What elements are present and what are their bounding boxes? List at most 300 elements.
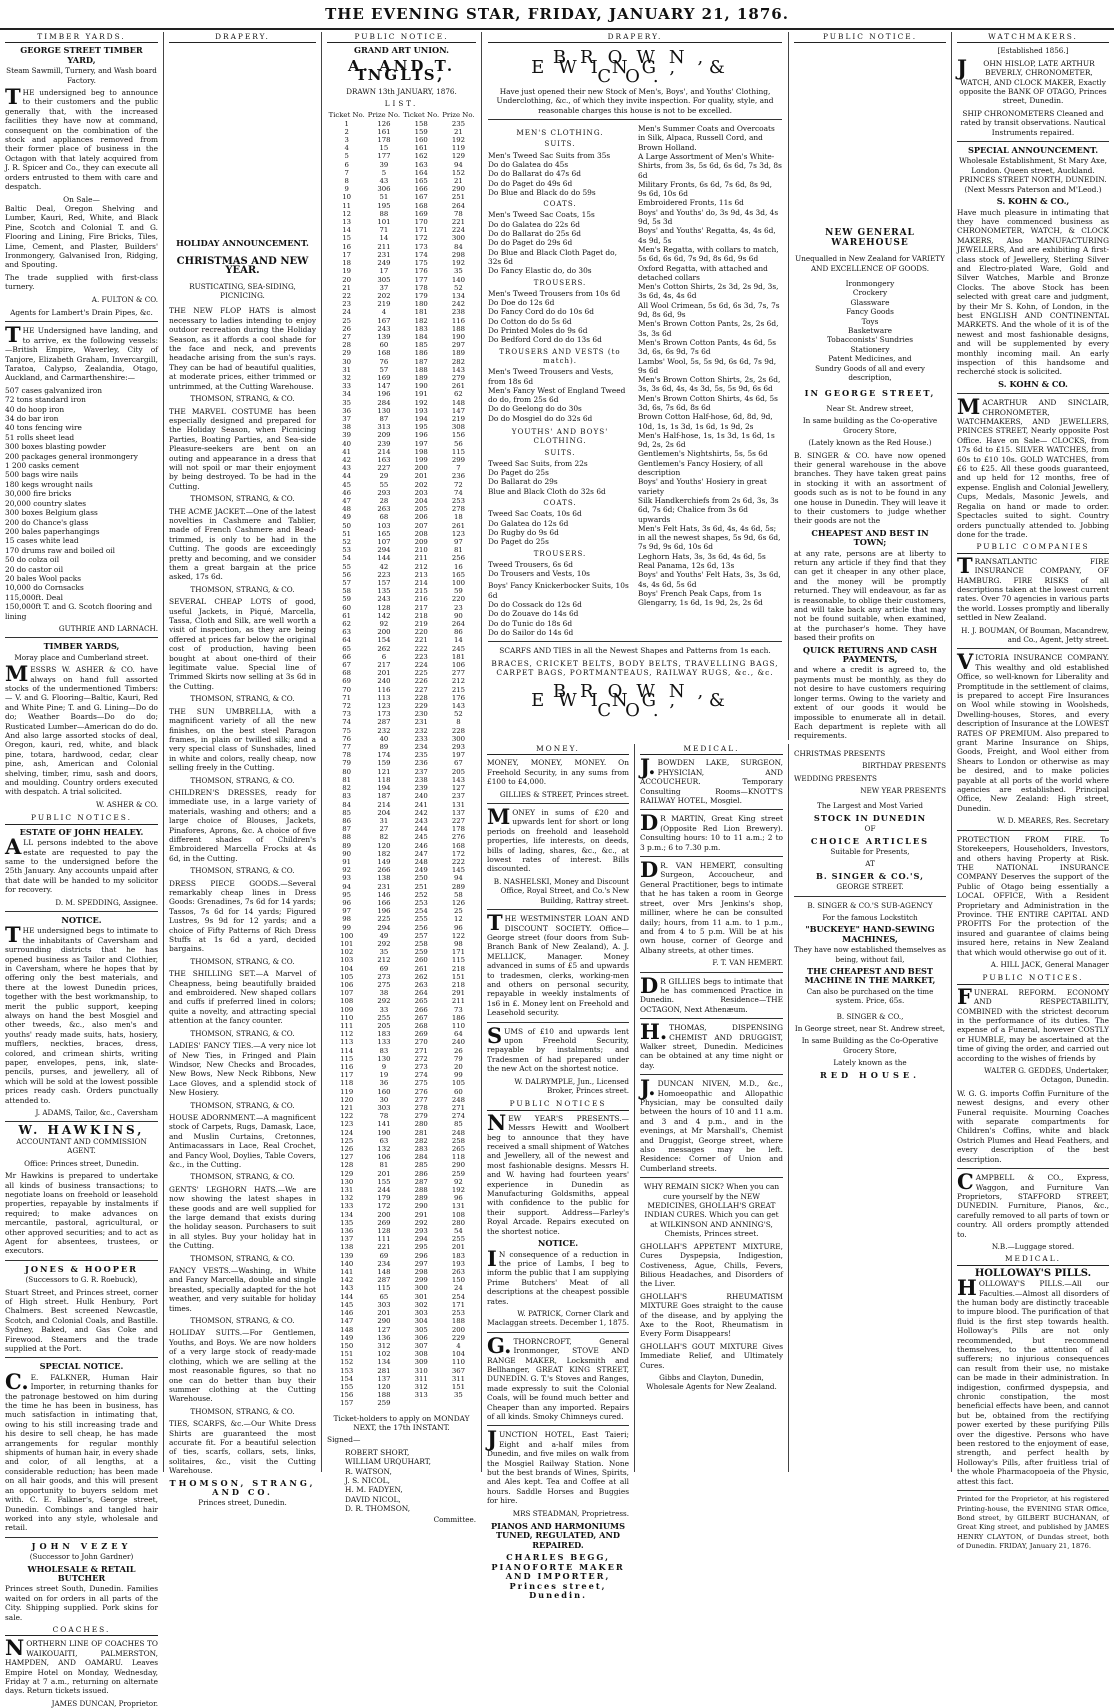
table-cell: 21 — [454, 177, 463, 186]
table-cell: 162 — [414, 152, 428, 161]
table-cell: 305 — [377, 275, 391, 284]
table-row — [327, 956, 476, 964]
table-cell: 55 — [379, 480, 389, 489]
table-cell: 251 — [414, 882, 428, 891]
table-cell: 82 — [379, 833, 389, 842]
list-item: Do Rugby do 9s 6d — [488, 527, 559, 537]
committee-member: WILLIAM URQUHART, — [345, 1457, 431, 1467]
table-cell: 61 — [342, 611, 352, 620]
table-row — [327, 218, 476, 226]
table-cell: 290 — [451, 1161, 465, 1170]
table-cell: 9 — [381, 1063, 387, 1071]
table-cell: 84 — [454, 242, 463, 251]
table-cell: 184 — [414, 332, 428, 341]
table-cell: 182 — [377, 849, 391, 858]
ad-signature: B. NASHELSKI, Money and Discount Office, Royal Street, and Co.'s New Building, Rattray street. — [493, 876, 629, 905]
table-cell: 103 — [340, 956, 354, 965]
list-item: Do do Sailor do 14s 6d — [488, 627, 574, 637]
ad-subtitle: Moray place and Cumberland street. — [14, 652, 149, 662]
table-cell: 51 — [342, 529, 352, 538]
list-item: Boys' and Youths' do, 3s 9d, 4s 3d, 4s 9d, 5s 3d — [638, 207, 779, 227]
warehouse-line: STOCK IN DUNEDIN — [813, 812, 927, 823]
list-heading: LIST. — [384, 99, 419, 109]
trousers-heading: TROUSERS. — [533, 278, 587, 287]
table-cell: 126 — [340, 1145, 354, 1154]
table-cell: 92 — [379, 620, 389, 629]
table-cell: 187 — [377, 792, 391, 801]
list-item: Do Trousers and Vests, 10s — [488, 569, 590, 579]
clothing-left — [488, 124, 632, 637]
divider — [5, 637, 158, 638]
table-row — [327, 604, 476, 612]
warehouse-line: IN GEORGE STREET, — [804, 387, 936, 398]
table-cell — [401, 1399, 440, 1407]
table-cell: 212 — [414, 562, 428, 571]
table-cell: 99 — [342, 923, 352, 932]
table-cell: 117 — [340, 1071, 354, 1080]
table-row — [327, 915, 476, 923]
table-cell: 169 — [414, 209, 428, 218]
ad-subtitle: Steam Sawmill, Turnery, and Wash board Factory. — [6, 66, 157, 85]
table-cell: 306 — [414, 1333, 428, 1342]
presents: CHRISTMAS PRESENTS — [794, 748, 886, 758]
warehouse-line: Sundry Goods of all and every description, — [815, 363, 925, 383]
table-cell: 190 — [414, 382, 428, 391]
list-item: 300 boxes Belgium glass — [5, 508, 98, 518]
table-cell: 287 — [377, 1276, 391, 1285]
table-cell: 185 — [414, 341, 428, 350]
table-cell: 174 — [414, 250, 428, 259]
table-cell: 115 — [340, 1054, 354, 1063]
ad-body: GHOLLAH'S RHEUMATISM MIXTURE Goes straight to the cause of the disease, and by applying the Axe to the Root, Rheumatism in Every Form Disappears! — [640, 1291, 783, 1339]
table-cell: 221 — [414, 636, 428, 645]
table-cell: 147 — [451, 406, 465, 415]
table-cell: 128 — [340, 1161, 354, 1170]
ad-body: GHOLLAH'S APPETENT MIXTURE, Cures Dyspepsia, Indigestion, Costiveness, Ague, Chills, Fevers, Bilious Headaches, and Disorders of the Liver. — [640, 1241, 783, 1289]
table-cell: 156 — [451, 431, 465, 440]
table-cell: 293 — [377, 488, 391, 497]
table-cell: 269 — [414, 1030, 428, 1039]
table-cell: 6 — [344, 160, 349, 169]
table-cell: 10 — [342, 193, 352, 202]
table-cell: 249 — [414, 866, 428, 875]
firm-name: BROWN, EWING, & CO. — [531, 681, 739, 721]
table-cell: 200 — [377, 1210, 391, 1219]
table-cell: 178 — [377, 136, 391, 145]
divider — [5, 321, 158, 322]
list-item: Real Panama, 12s 6d, 13s — [638, 561, 735, 571]
table-cell: 144 — [377, 554, 391, 563]
table-cell: 233 — [414, 734, 428, 743]
table-row — [327, 1129, 476, 1137]
list-item: Blue and Black Cloth do 32s 6d — [488, 486, 606, 496]
ad-signature: F. T. VAN HEMERT. — [712, 958, 783, 968]
table-cell: 228 — [451, 726, 465, 735]
table-cell: 29 — [342, 349, 352, 358]
table-cell: 292 — [414, 1218, 428, 1227]
table-row — [327, 382, 476, 390]
table-cell: 78 — [342, 751, 352, 760]
section-header: PUBLIC NOTICES. — [5, 813, 158, 824]
table-row — [327, 735, 476, 743]
table-cell: 160 — [377, 1087, 391, 1096]
table-cell: 143 — [451, 775, 465, 784]
table-cell: 38 — [342, 423, 352, 432]
table-cell: 172 — [451, 849, 465, 858]
table-cell: 248 — [451, 1128, 465, 1137]
table-cell: 59 — [342, 595, 352, 604]
table-cell: 235 — [414, 751, 428, 760]
table-cell: 161 — [377, 127, 391, 136]
table-cell: 133 — [340, 1202, 354, 1211]
table-cell: 217 — [414, 603, 428, 612]
table-row — [327, 1260, 476, 1268]
table-cell: 263 — [451, 1268, 465, 1277]
table-cell: 103 — [377, 521, 391, 530]
table-cell: 225 — [377, 915, 391, 924]
list-item: Glassware — [850, 297, 890, 307]
list-item: Men's Brown Cotton Pants, 2s, 2s 6d, 3s, 3s 6d — [638, 319, 779, 338]
table-cell: 140 — [451, 275, 465, 284]
table-cell: 290 — [451, 185, 465, 194]
table-row — [327, 251, 476, 259]
table-cell: 120 — [377, 1382, 391, 1391]
table-cell: 57 — [342, 579, 352, 588]
table-cell: 190 — [377, 1128, 391, 1137]
table-row — [327, 489, 476, 497]
table-cell: 145 — [340, 1300, 354, 1309]
committee-member: J. S. NICOL, — [345, 1475, 390, 1485]
section-header: DRAPERY. — [488, 32, 782, 43]
table-cell: 211 — [414, 554, 428, 563]
table-cell: 85 — [342, 808, 352, 817]
table-cell: 213 — [414, 570, 428, 579]
table-cell: 215 — [451, 685, 465, 694]
table-cell: 172 — [377, 1202, 391, 1211]
table-cell: 49 — [342, 513, 352, 522]
table-cell: 234 — [414, 743, 428, 752]
table-cell: 306 — [377, 185, 391, 194]
table-cell: 217 — [377, 661, 391, 670]
table-row — [327, 776, 476, 784]
ad-note: N.B.—Luggage stored. — [991, 1241, 1075, 1251]
table-cell: 115 — [451, 447, 465, 456]
table-cell: 81 — [379, 1161, 389, 1170]
tv-list — [488, 367, 632, 423]
table-cell: 6 — [381, 652, 387, 661]
table-cell: 192 — [451, 136, 465, 145]
table-cell: 76 — [342, 734, 352, 743]
table-cell: 110 — [451, 1021, 465, 1030]
drapery-item-body: DRESS PIECE GOODS.—Several remarkably cheap lines in Dress Goods: Grenadines, 7s 6d for 14 yards; Tassos, 7s 6d for 14 yards; Figured Lustres, 9s 9d for 12 yards; and a choice of Fifty Patterns of Rich Dress Stuffs at 1s 6d a yard, decided bargains. — [169, 878, 316, 954]
table-cell: 245 — [414, 833, 428, 842]
table-cell: 83 — [342, 792, 352, 801]
table-cell: 290 — [377, 1317, 391, 1326]
list-item: Silk Handkerchiefs from 2s 6d, 3s, 3s 6d, 7s 6d; Chalice from 3s 6d upwards — [638, 495, 779, 524]
divider — [5, 1121, 158, 1122]
table-cell: 200 — [414, 464, 428, 473]
table-row — [327, 284, 476, 292]
table-cell: 197 — [414, 439, 428, 448]
table-row — [327, 1145, 476, 1153]
table-cell: 240 — [451, 1038, 465, 1047]
ad-body: VICTORIA INSURANCE COMPANY. This wealthy and old established Office, so well-known for Liberality and Promptitude in the settlement of claims, is prepared to accept Fire Insurances on Wool while stowing in Woolsheds, Dwelling-houses, Stores, and every description of Insurance at the LOWEST RATES OF PREMIUM. Also prepared to grant Marine Insurance on Ships, Goods, Freight, and Wool either from Shears to London or otherwise as may be desired, and to make policies payable at all ports of the world where agencies are established. Principal Office, New Zealand: High street, Dunedin. — [957, 649, 1110, 813]
table-cell: 118 — [377, 775, 391, 784]
table-cell: 305 — [414, 1325, 428, 1334]
table-cell: 40 — [379, 734, 389, 743]
table-cell: 193 — [414, 406, 428, 415]
table-cell: 292 — [377, 939, 391, 948]
table-cell: 26 — [454, 1046, 463, 1055]
table-cell: 60 — [379, 341, 389, 350]
table-cell: 86 — [342, 816, 352, 825]
table-row — [327, 563, 476, 571]
table-row — [327, 538, 476, 546]
ad-body: IN consequence of a reduction in the price of Lambs, I beg to inform the public that I am supplying Prime Butchers' Meat of all descriptions at the cheapest possible rates. — [487, 1245, 629, 1306]
collect-notice: Ticket-holders to apply on MONDAY NEXT, the 17th INSTANT. — [333, 1413, 470, 1432]
table-cell: 54 — [342, 554, 352, 563]
table-cell: 82 — [342, 784, 352, 793]
ad-body: Stuart Street, and Princes street, corner of High street. Hulk Henbury, Port Chalmers. Best screened Newcastle, Scotch, and Colonial Coals, and Bastille. Sydney, Baked, and Gas Coke and Firewood. Steamers and the trade supplied at the Port. — [5, 1287, 158, 1353]
table-row — [327, 1104, 476, 1112]
table-row — [327, 1309, 476, 1317]
table-row — [327, 1391, 476, 1399]
table-cell: 80 — [342, 767, 352, 776]
table-cell: 271 — [414, 1046, 428, 1055]
divider — [640, 809, 783, 810]
table-row — [327, 1071, 476, 1079]
table-cell: 94 — [454, 874, 463, 883]
table-cell: 171 — [451, 1300, 465, 1309]
table-cell: 222 — [451, 857, 465, 866]
warehouse-line: In George street, near St. Andrew street, — [794, 1024, 946, 1034]
table-cell: 154 — [340, 1374, 354, 1383]
list-item: Men's Fancy West of England Tweed do do, from 25s 6d — [488, 385, 626, 405]
table-row — [327, 907, 476, 915]
list-item: Boys' and Youths' Regatta, 4s, 4s 6d, 4s 9d, 5s — [638, 226, 776, 245]
table-cell: 259 — [451, 1169, 465, 1178]
table-cell: 96 — [454, 1194, 463, 1203]
list-item: Do do Cossack do 12s 6d — [488, 600, 582, 610]
table-cell: 127 — [340, 1153, 354, 1162]
table-cell — [441, 1399, 476, 1407]
table-cell: 263 — [414, 980, 428, 989]
table-cell: 212 — [451, 677, 465, 686]
ycoats-list — [488, 509, 632, 546]
table-row — [327, 686, 476, 694]
table-cell: 244 — [414, 825, 428, 834]
ad-body: J.DUNCAN NIVEN, M.D., &c., Homoeopathic and Allopathic Physician, may be consulted daily between the hours of 10 and 11 a.m. and 3 and 4 p.m., and in the evenings, at Mr Marshall's, Chemist and Druggist, George street, where also messages may be left. Residence: Corner of Union and Cumberland streets. — [640, 1075, 783, 1173]
table-row — [327, 1079, 476, 1087]
table-cell: 266 — [414, 1005, 428, 1014]
divider — [488, 119, 782, 120]
table-row — [327, 1038, 476, 1046]
list-item: Basketware — [847, 326, 893, 336]
table-cell: 205 — [377, 1021, 391, 1030]
table-row — [327, 743, 476, 751]
ytrousers-heading: TROUSERS. — [533, 549, 587, 558]
list-item: Do Printed Moles do 9s 6d — [488, 326, 588, 336]
table-row — [327, 1055, 476, 1063]
table-cell: 81 — [454, 546, 463, 555]
list-item: Boys' and Youths' Hosiery in great variety — [638, 477, 767, 496]
trousers-list — [488, 289, 632, 345]
table-cell: 3 — [344, 136, 349, 145]
table-cell: 115 — [377, 1284, 391, 1293]
drapery-item-body: THE SUN UMBRELLA, with a magnificent variety of all the new finishes, on the best steel Paragon frames, in plain or twilled silk; and a very special class of Sunshades, lined in white and colors, really cheap, now selling freely in the Cutting. — [169, 706, 316, 773]
presents: NEW YEAR PRESENTS — [860, 785, 946, 795]
table-row — [327, 530, 476, 538]
drapery-item-body: LADIES' FANCY TIES.—A very nice lot of New Ties, in Fringed and Plain Windsor, New Checks and Brocades, New Bows, New Neck Ribbons, New Lace Gloves, and a splendid stock of New Hosiery. — [169, 1041, 316, 1098]
table-cell: 130 — [340, 1177, 354, 1186]
table-cell: 102 — [340, 948, 354, 957]
table-cell: 25 — [454, 907, 463, 916]
table-row — [327, 653, 476, 661]
table-cell: 239 — [414, 784, 428, 793]
table-row — [327, 1317, 476, 1325]
table-row — [327, 1202, 476, 1210]
table-cell: 202 — [377, 291, 391, 300]
drapery-item-signature: THOMSON, STRANG, & CO. — [190, 1172, 295, 1182]
table-cell: 133 — [377, 1038, 391, 1047]
drapery-item-body: THE ACME JACKET.—One of the latest novelties in Cashmere and Tablier, made of French Cashmere and Bead-trimmed, is only to be had in the Cutting. The goods are exceedingly pretty and becoming, and we consider them a great bargain at the price asked, 17s 6d. — [169, 506, 316, 582]
table-cell: 189 — [451, 349, 465, 358]
column-header: Prize No. — [442, 111, 475, 120]
table-cell: 48 — [342, 505, 352, 514]
table-cell: 181 — [451, 652, 465, 661]
table-cell: 134 — [377, 1358, 391, 1367]
ad-signature: D. M. SPEDDING, Assignee. — [55, 897, 158, 907]
warehouse-line: (Lately known as the Red House.) — [808, 438, 932, 448]
warehouse-line: THE CHEAPEST AND BEST MACHINE IN THE MARKET, — [804, 966, 936, 986]
table-cell: 179 — [377, 1194, 391, 1203]
table-cell: 111 — [340, 1021, 354, 1030]
table-cell: 196 — [377, 907, 391, 916]
table-cell: 299 — [414, 1276, 428, 1285]
table-cell: 5 — [381, 168, 387, 177]
table-row — [327, 1268, 476, 1276]
table-cell: 98 — [454, 939, 463, 948]
table-cell: 308 — [451, 423, 465, 432]
table-row — [327, 415, 476, 423]
table-cell: 179 — [414, 291, 428, 300]
table-cell: 36 — [342, 406, 352, 415]
list-item: All Wool Crimean, 5s 6d, 6s 3d, 7s, 7s 9d, 8s 6d, 9s — [638, 300, 780, 320]
table-cell: 146 — [340, 1309, 354, 1318]
table-cell: 136 — [377, 1333, 391, 1342]
warehouse-line: B. SINGER & CO.'S SUB-AGENCY — [807, 900, 933, 910]
table-cell: 49 — [379, 931, 389, 940]
table-cell: 101 — [340, 939, 354, 948]
table-cell: 242 — [451, 300, 465, 309]
table-cell: 223 — [377, 570, 391, 579]
divider — [640, 1177, 783, 1178]
intro: Have just opened their new Stock of Men's, Boys', and Youths' Clothing, Underclothing, &c., of which they invite inspection. For quality, style, and reasonable charges this house is not to be excelled. — [496, 87, 774, 115]
table-row — [327, 1375, 476, 1383]
prize-table — [327, 111, 476, 1407]
drapery-item-signature: THOMSON, STRANG, & CO. — [190, 1100, 295, 1110]
table-cell: 297 — [451, 341, 465, 350]
table-cell: 94 — [454, 160, 463, 169]
table-cell: 311 — [451, 1374, 465, 1383]
table-cell: 111 — [377, 1235, 391, 1244]
scarfs-line: SCARFS AND TIES in all the Newest Shapes and Patterns from 1s each. — [499, 646, 771, 656]
table-row — [327, 1137, 476, 1145]
table-cell: 87 — [342, 825, 352, 834]
table-cell: 24 — [342, 308, 352, 317]
table-cell: 188 — [377, 1391, 391, 1400]
table-cell: 142 — [340, 1276, 354, 1285]
table-cell: 201 — [451, 1243, 465, 1252]
table-cell: 7 — [344, 168, 349, 177]
table-cell: 150 — [340, 1341, 354, 1350]
table-cell: 89 — [342, 841, 352, 850]
table-row — [327, 333, 476, 341]
column-medical — [635, 744, 789, 1472]
table-cell: 159 — [377, 759, 391, 768]
list-item: 40 do hoop iron — [5, 404, 65, 414]
warehouse-body: B. SINGER & CO. have now opened their general warehouse in the above branches. They have taken great pains in stocking it with an assortment of goods such as is not to be found in any one house in Dunedin. They will leave it to their customers to judge whether their goods are not the — [794, 450, 946, 526]
table-cell: 148 — [451, 398, 465, 407]
list-item: Do Paget do 25s — [488, 468, 549, 478]
table-cell: 195 — [414, 423, 428, 432]
table-cell: 73 — [342, 710, 352, 719]
ad-signature: GUTHRIE AND LARNACH. — [58, 623, 158, 633]
table-cell: 132 — [377, 1145, 391, 1154]
table-cell: 170 — [414, 218, 428, 227]
ad-body: MONEY, MONEY, MONEY. On Freehold Security, in any sums from £100 to £4,000. — [487, 758, 629, 787]
ad-body: FUNERAL REFORM. ECONOMY AND RESPECTABILITY, COMBINED with the strictest decorum in the performance of its duties. The expense of a Funeral, however COSTLY or HUMBLE, may be ascertained at the time of giving the order, and carried out according to the wishes of friends by — [957, 983, 1109, 1063]
table-cell: 192 — [451, 1186, 465, 1195]
list-item: Do do Galatea do 22s 6d — [488, 219, 580, 229]
table-cell: 130 — [377, 406, 391, 415]
table-cell: 243 — [377, 324, 391, 333]
table-cell: 264 — [414, 989, 428, 998]
list-item: Men's Regatta, with collars to match, 5s 6d, 6s 6d, 7s 9d, 8s 6d, 9s 6d — [638, 244, 779, 264]
table-cell: 4 — [344, 144, 349, 153]
drapery-item-body: THE SHILLING SET.—A Marvel of Cheapness, being beautifully braided and embroidered. New shaped collars and cuffs if preferred lined in colors; quite a novelty, and attracting special attention at the fancy counter. — [169, 969, 316, 1026]
table-cell: 214 — [414, 579, 428, 588]
notice-heading: NOTICE. — [537, 1238, 579, 1249]
table-cell: 150 — [451, 1276, 465, 1285]
list-item: 15 cases white lead — [5, 536, 79, 546]
table-cell: 176 — [451, 693, 465, 702]
table-row — [327, 341, 476, 349]
table-cell: 311 — [414, 1374, 428, 1383]
list-item: Do do Ballarat do 25s 6d — [488, 229, 581, 239]
table-cell: 91 — [342, 857, 352, 866]
table-cell: 26 — [342, 324, 352, 333]
table-cell: 219 — [451, 414, 465, 423]
warehouse-line: Unequalled in New Zealand for VARIETY AND EXCELLENCE OF GOODS. — [795, 254, 945, 273]
warehouse-line: "BUCKEYE" HAND-SEWING MACHINES, — [805, 924, 935, 944]
list-item: Men's Tweed Trousers and Vests, from 18s 6d — [488, 367, 614, 386]
table-cell: 139 — [377, 332, 391, 341]
table-row — [327, 924, 476, 932]
ad-body: PROTECTION FROM FIRE. To Storekeepers, Householders, Investors, and others having Property at Risk. THE NATIONAL INSURANCE COMPANY Deserves the support of the Public of Otago being essentially a LOCAL OFFICE, With a Resident Proprietary and Administration in the Province. THE ENTIRE CAPITAL AND PROFITS For the protection of the insured and guarantee of claims being insured here, retains in New Zealand that which would otherwise go out of it. — [957, 834, 1109, 957]
table-cell: 256 — [451, 554, 465, 563]
list-item: Do Fancy Elastic do, do 30s — [488, 266, 592, 276]
list-item: Brown Cotton Half-hose, 6d, 8d, 9d, 10d, 1s, 1s 3d, 1s 6d, 1s 9d, 2s — [638, 412, 773, 431]
table-cell: 295 — [414, 1243, 428, 1252]
table-row — [327, 579, 476, 587]
table-row — [327, 727, 476, 735]
table-cell: 127 — [377, 1325, 391, 1334]
list-item: 200 packages general ironmongery — [5, 451, 138, 461]
table-cell: 300 — [451, 234, 465, 243]
ad-signature: GILLIES & STREET, Princes street. — [499, 789, 629, 799]
table-row — [327, 308, 476, 316]
